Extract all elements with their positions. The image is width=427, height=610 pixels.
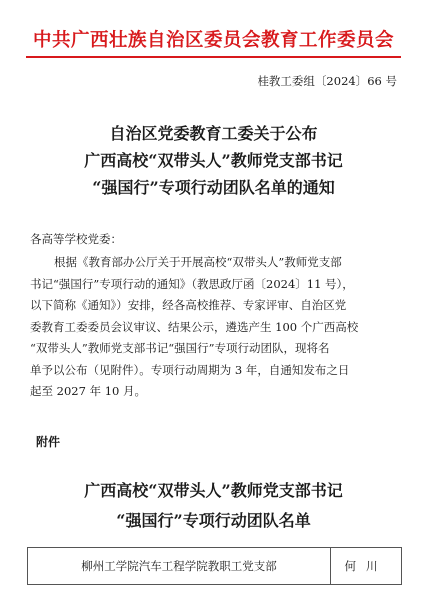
- attachment-label: 附件: [36, 435, 61, 449]
- list-title-line-2: “强国行”专项行动团队名单: [116, 511, 311, 530]
- body-line: 单予以公布（见附件）。专项行动周期为 3 年，自通知发布之日: [30, 362, 350, 377]
- salutation: 各高等学校党委：: [30, 232, 122, 246]
- body-line: 书记“强国行”专项行动的通知》（教思政厅函〔2024〕11 号），: [30, 276, 354, 291]
- body-line: 委教育工委委员会议审议、结果公示，遴选产生 100 个广西高校: [30, 319, 359, 334]
- body-line: 根据《教育部办公厅关于开展高校“双带头人”教师党支部: [54, 255, 342, 269]
- body-line: 起至 2027 年 10 月。: [30, 384, 147, 398]
- document-number: 桂教工委组〔2024〕66 号: [257, 74, 397, 88]
- document-title-line-1: 自治区党委教育工委关于公布: [109, 124, 318, 143]
- list-title-line-1: 广西高校“双带头人”教师党支部书记: [84, 481, 343, 500]
- red-header-rule: [26, 56, 401, 58]
- list-title: [0, 476, 427, 536]
- document-title: [0, 120, 427, 201]
- body-line: “双带头人”教师党支部书记“强国行”专项行动团队，现将名: [30, 341, 330, 355]
- unit-cell: 柳州工学院汽车工程学院教职工党支部: [81, 559, 277, 573]
- document-title-line-3: “强国行”专项行动团队名单的通知: [92, 178, 335, 197]
- body-paragraph: [30, 252, 400, 403]
- body-line: 以下简称《通知》）安排，经各高校推荐、专家评审、自治区党: [30, 298, 347, 312]
- name-cell: 何川: [344, 559, 388, 573]
- document-title-line-2: 广西高校“双带头人”教师党支部书记: [84, 151, 343, 170]
- issuing-authority-title: 中共广西壮族自治区委员会教育工作委员会: [32, 30, 394, 51]
- table-row: [27, 547, 402, 585]
